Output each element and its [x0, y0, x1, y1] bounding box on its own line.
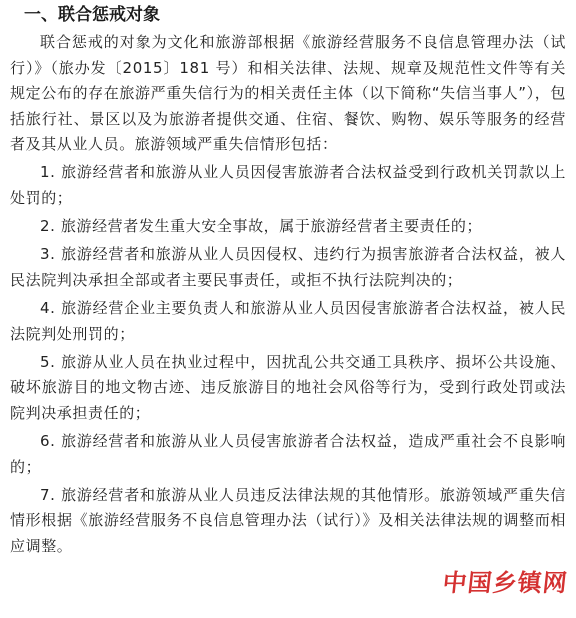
list-item-6: 6. 旅游经营者和旅游从业人员侵害旅游者合法权益，造成严重社会不良影响的； [10, 431, 566, 476]
site-watermark-logo: 中国乡镇网 [441, 568, 570, 597]
list-item-3: 3. 旅游经营者和旅游从业人员因侵权、违约行为损害旅游者合法权益，被人民法院判决承担全部或者主要民事责任，或拒不执行法院判决的； [10, 245, 566, 289]
section-heading: 一、联合惩戒对象 [24, 5, 160, 25]
list-item-5: 5. 旅游从业人员在执业过程中，因扰乱公共交通工具秩序、损坏公共设施、破坏旅游目的地文物古迹、违反旅游目的地社会风俗等行为，受到行政处罚或法院判决承担责任的； [10, 352, 566, 422]
intro-paragraph: 联合惩戒的对象为文化和旅游部根据《旅游经营服务不良信息管理办法（试行）》（旅办发〔2015〕181 号）和相关法律、法规、规章及规范性文件等有关规定公布的存在旅游严重失信行为的相关责任主体（以下简称“失信当事人”），包括旅行社、景区以及为旅游者提供交通、住宿、餐饮、购物、娱乐等服务的经营者及其从业人员。旅游领域严重失信情形包括： [10, 33, 566, 154]
list-item-4: 4. 旅游经营企业主要负责人和旅游从业人员因侵害旅游者合法权益，被人民法院判处刑罚的； [10, 298, 566, 343]
list-item-2: 2. 旅游经营者发生重大安全事故，属于旅游经营者主要责任的； [40, 217, 483, 236]
list-item-7: 7. 旅游经营者和旅游从业人员违反法律法规的其他情形。旅游领域严重失信情形根据《旅游经营服务不良信息管理办法（试行）》及相关法律法规的调整而相应调整。 [10, 485, 566, 555]
document-page [10, 0, 566, 618]
list-item-1: 1. 旅游经营者和旅游从业人员因侵害旅游者合法权益受到行政机关罚款以上处罚的； [10, 163, 566, 208]
